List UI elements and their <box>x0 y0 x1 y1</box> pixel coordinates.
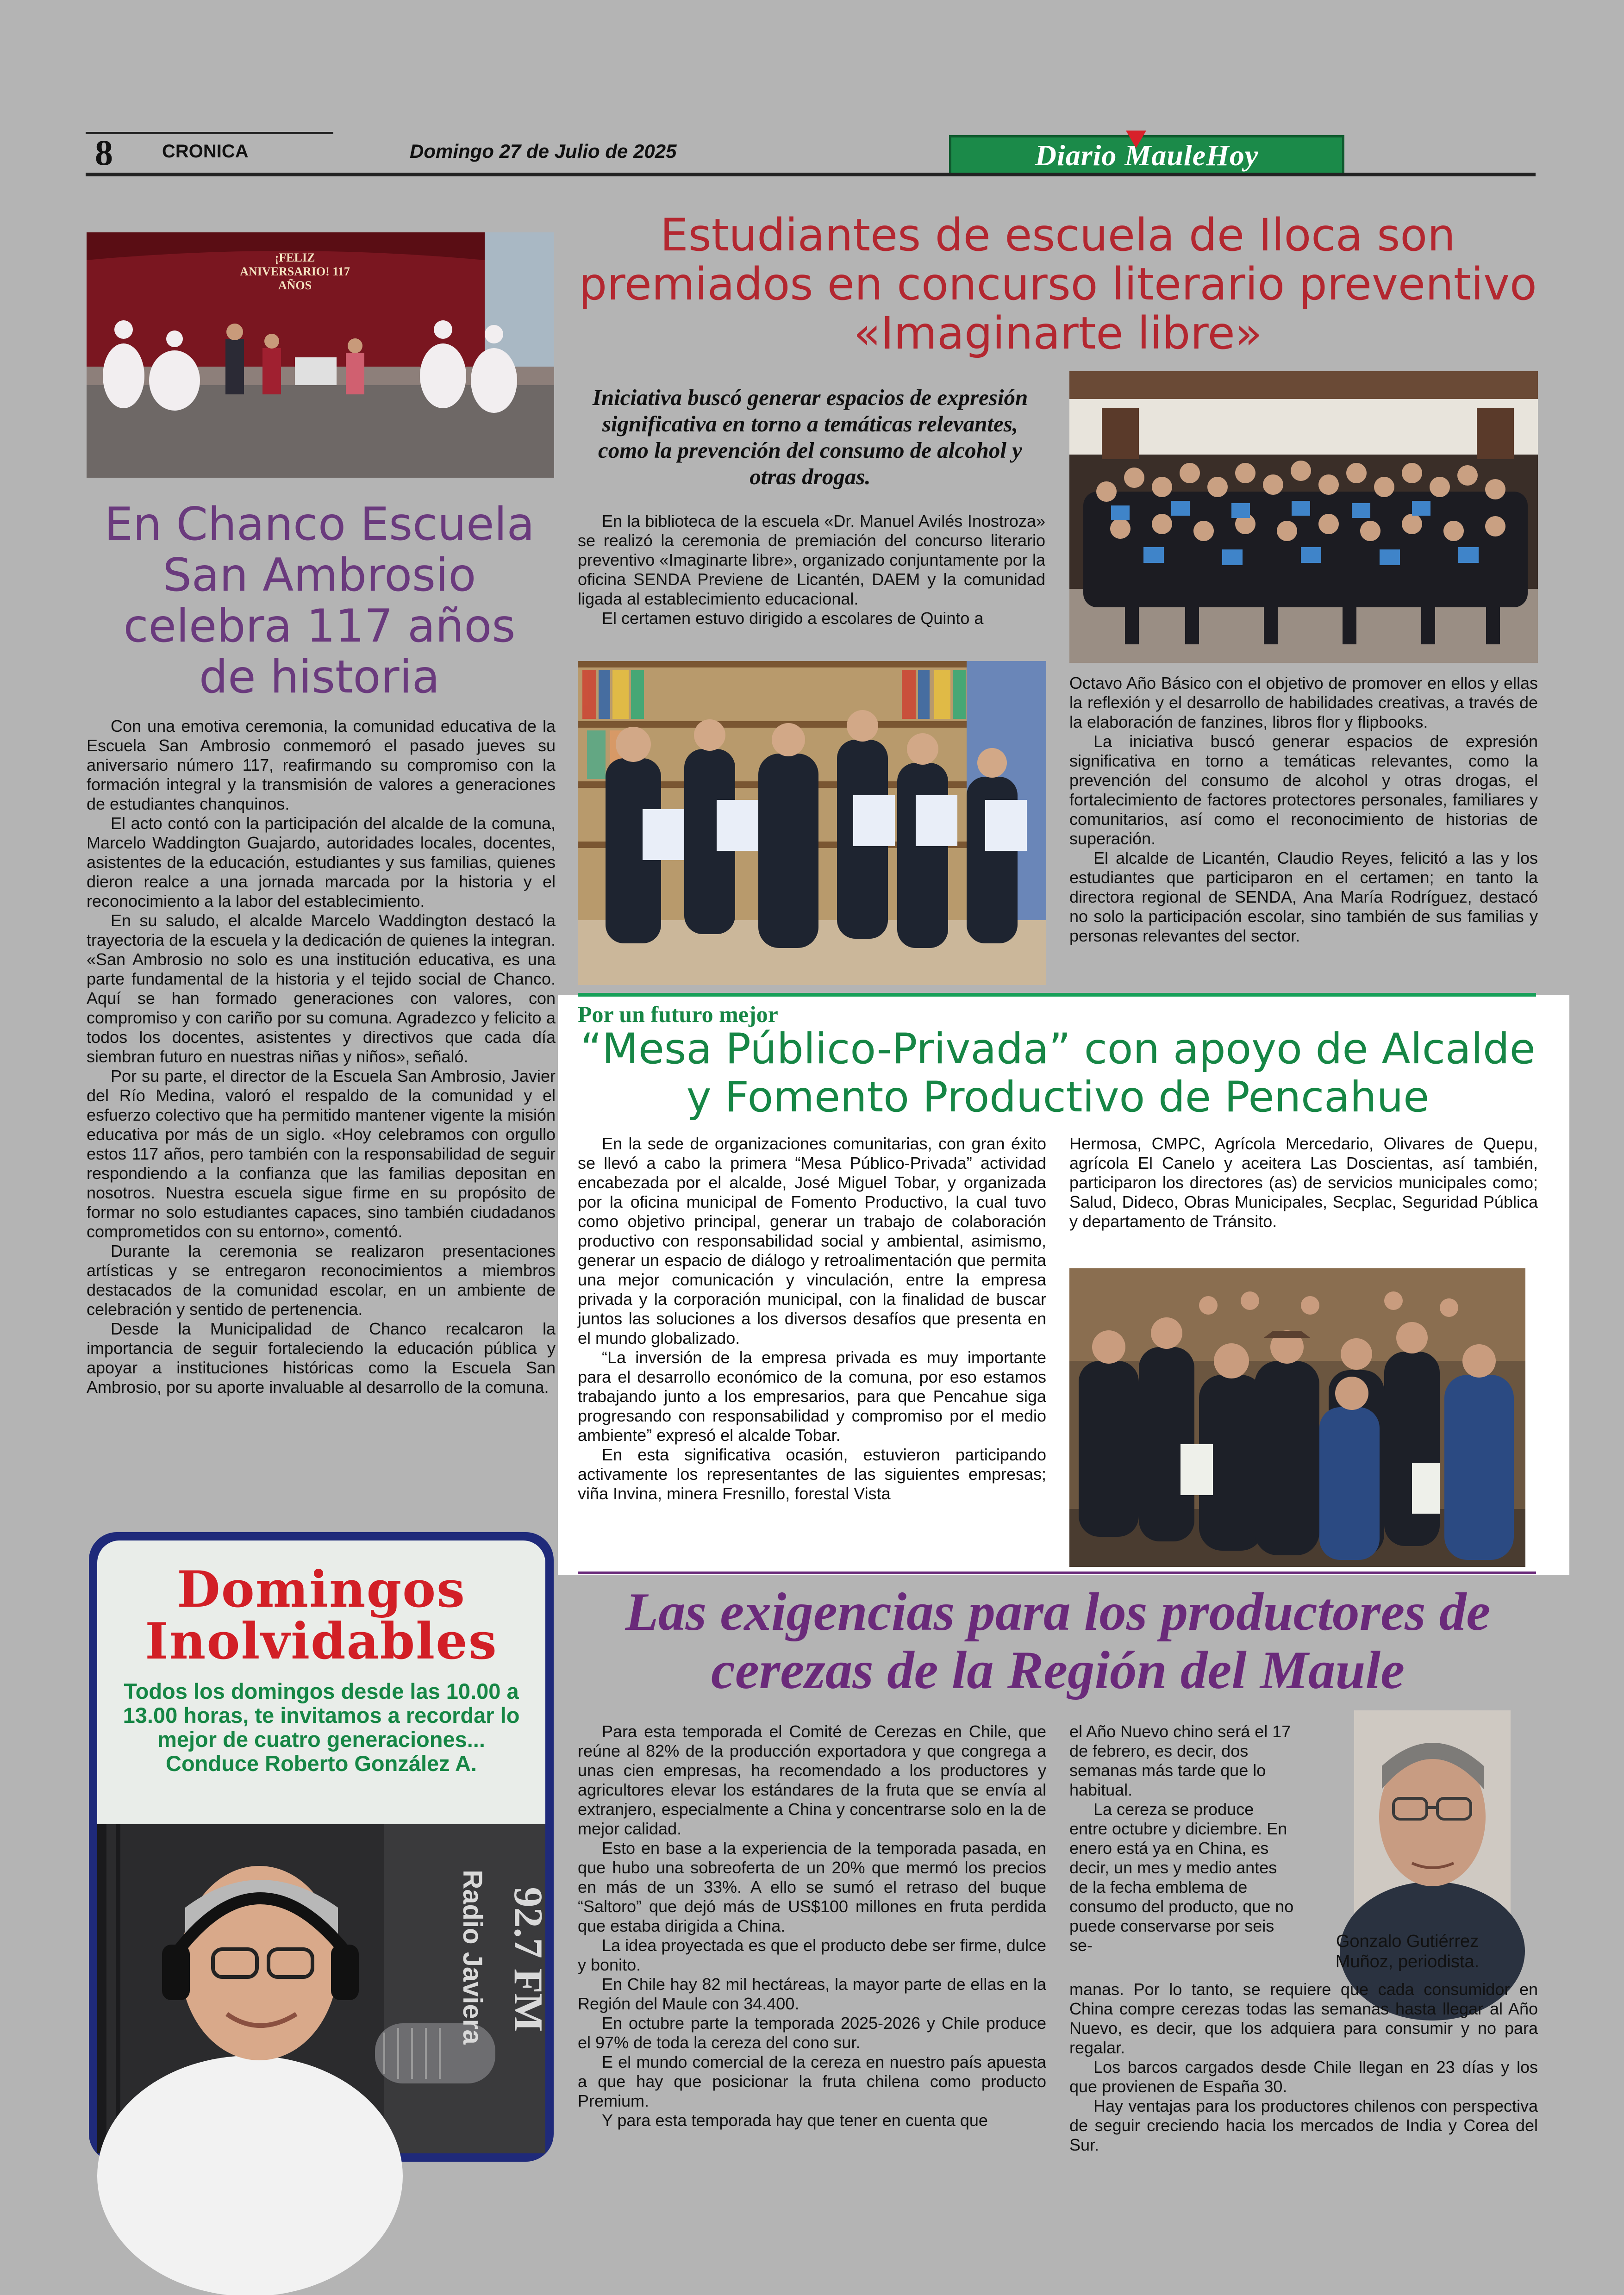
article4-paragraph: En Chile hay 82 mil hectáreas, la mayor parte de ellas en la Región del Maule con 34.400. <box>578 1975 1046 2013</box>
article4-paragraph: Los barcos cargados desde Chile llegan en 23 días y los que provienen de España 30. <box>1069 2058 1538 2096</box>
photo-author-portrait <box>1354 1710 1511 1928</box>
photo-anniversary-ceremony <box>87 232 554 478</box>
article2-paragraph: El alcalde de Licantén, Claudio Reyes, felicitó a las y los estudiantes que participaron en el certamen; en tanto la directora regional de SENDA, Ana María Rodríguez, destacó no solo la participación escolar, sino también de sus familias y personas relevantes del sector. <box>1069 848 1538 945</box>
photo-banner-text: ¡FELIZ ANIVERSARIO! 117 AÑOS <box>240 251 350 292</box>
article4-body-bottom <box>1069 1980 1538 2155</box>
article1-body <box>87 717 556 1397</box>
article2-paragraph: El certamen estuvo dirigido a escolares de Quinto a <box>602 609 984 628</box>
article1-title: En Chanco Escuela San Ambrosio celebra 117 años de historia <box>104 498 535 704</box>
article3-title: “Mesa Público-Privada” con apoyo de Alcalde y Fomento Productivo de Pencahue <box>580 1025 1536 1122</box>
ad-title-line1: Domingos <box>177 1560 466 1619</box>
article2-deck: Iniciativa buscó generar espacios de expresión significativa en torno a temáticas relevantes, como la prevención del consumo de alcohol y otras drogas. <box>592 385 1028 489</box>
article3-paragraph: “La inversión de la empresa privada es muy importante para el desarrollo económico de la comuna, por eso estamos trabajando junto a los empresarios, para que Pencahue siga progresando con responsabilidad y compromiso por el medio ambiente” expresó el alcalde Tobar. <box>578 1348 1046 1445</box>
article2-paragraph: En la biblioteca de la escuela «Dr. Manuel Avilés Inostroza» se realizó la ceremonia de premiación del concurso literario preventivo «Imaginarte libre», organizado conjuntamente por la oficina SENDA Previene de Licantén, DAEM y la comunidad ligada al establecimiento educacional. <box>578 511 1045 608</box>
article4-paragraph: En octubre parte la temporada 2025-2026 y Chile produce el 97% de toda la cereza del cono sur. <box>578 2014 1046 2052</box>
article3-body-right <box>1069 1134 1538 1231</box>
article4-body-mid <box>1069 1722 1296 1955</box>
article1-paragraph: En su saludo, el alcalde Marcelo Waddington destacó la trayectoria de la escuela y la dedicación de quienes la integran. «San Ambrosio no solo es una institución educativa, es una parte fundamental de la historia y el tejido social de Chanco. Aquí se han formado generaciones con valores, con compromiso y con cariño por su comuna. Agradezco y felicito a todos los docentes, asistentes y directivos que cada día siembran futuro en nuestras niñas y niños», señaló. <box>87 911 556 1066</box>
radio-show-ad-inner <box>97 1540 550 2153</box>
article1-paragraph: Durante la ceremonia se realizaron presentaciones artísticas y se entregaron reconocimientos a miembros destacados de la comunidad escolar, en un ambiente de celebración y sentido de pertenencia. <box>87 1241 556 1319</box>
brand-accent-icon <box>1126 131 1146 148</box>
radio-station-label <box>457 1865 550 2087</box>
article4-paragraph: el Año Nuevo chino será el 17 de febrero, es decir, dos semanas más tarde que lo habitual. <box>1069 1722 1291 1799</box>
ad-title-line2: Inolvidables <box>145 1612 498 1671</box>
photo-students-group <box>1069 371 1538 663</box>
radio-frequency: 92.7 FM <box>506 1887 550 2032</box>
ad-title <box>97 1560 545 1671</box>
article1-paragraph: Desde la Municipalidad de Chanco recalcaron la importancia de seguir fortaleciendo la educación pública y apoyar a instituciones históricas como la Escuela San Ambrosio, por su aporte invaluable al desarrollo de la comuna. <box>87 1319 556 1397</box>
article1-paragraph: El acto contó con la participación del alcalde de la comuna, Marcelo Waddington Guajardo, autoridades locales, docentes, asistentes de la educación, estudiantes y sus familias, quienes dieron realce a una jornada marcada por la historia y el reconocimiento a la labor del establecimiento. <box>87 814 556 911</box>
article2-body-right <box>1069 674 1538 946</box>
header-rule <box>86 173 1536 176</box>
article4-paragraph: Esto en base a la experiencia de la temporada pasada, en que hubo una sobreoferta de un 20% que mermó los precios en más de un 33%. A ello se sumó el retraso del buque “Saltoro” que dejó más de US$100 millones en fruta perdida que estaba dirigida a China. <box>578 1839 1046 1935</box>
ad-schedule-text: Todos los domingos desde las 10.00 a 13.00 horas, te invitamos a recordar lo mejor de cuatro generaciones... <box>123 1679 520 1752</box>
article4-title: Las exigencias para los productores de cerezas de la Región del Maule <box>625 1582 1491 1700</box>
article4-paragraph: Para esta temporada el Comité de Cerezas en Chile, que reúne al 82% de la producción exportadora y que congrega a unas cien empresas, ha recomendado a los productores y agricultores elevar los estándares de la fruta que se envía al extranjero, especialmente a China y concentrarse solo en la de mejor calidad. <box>578 1722 1046 1838</box>
radio-station-name: Radio Javiera <box>457 1870 487 2045</box>
article3-paragraph: En esta significativa ocasión, estuvieron participando activamente los representantes de las siguientes empresas; viña Invina, minera Fresnillo, forestal Vista <box>578 1445 1046 1503</box>
section-name: CRONICA <box>162 141 249 162</box>
article2-body-left <box>578 511 1045 628</box>
article3-paragraph: Hermosa, CMPC, Agrícola Mercedario, Olivares de Quepu, agrícola El Canelo y aceitera Las Doscientas, así también, participaron los directores (as) de servicios municipales como; Salud, Dideco, Obras Municipales, Secplac, Seguridad Pública y departamento de Tránsito. <box>1069 1134 1538 1231</box>
header-top-rule <box>86 132 333 134</box>
issue-date: Domingo 27 de Julio de 2025 <box>410 140 677 162</box>
article2-paragraph: Octavo Año Básico con el objetivo de promover en ellos y ellas la reflexión y el desarrollo de habilidades creativas, a través de la elaboración de fanzines, libros flor y flipbooks. <box>1069 674 1538 731</box>
radio-show-ad <box>89 1532 554 2162</box>
photo-students-library <box>578 661 1046 985</box>
article1-paragraph: Con una emotiva ceremonia, la comunidad educativa de la Escuela San Ambrosio conmemoró el pasado jueves su aniversario número 117, reafirmando su compromiso con la formación integral y la transmisión de valores a generaciones de estudiantes chanquinos. <box>87 717 556 813</box>
article1-paragraph: Por su parte, el director de la Escuela San Ambrosio, Javier del Río Medina, valoró el respaldo de la comunidad y el esfuerzo colectivo que ha permitido mantener vigente la misión educativa por más de un siglo. «Hoy celebramos con orgullo estos 117 años, pero también con la responsabilidad de seguir respondiendo a la confianza que las familias depositan en nosotros. Nuestra escuela sigue firme en su propósito de formar no solo estudiantes capaces, sino también ciudadanos comprometidos con su entorno», comentó. <box>87 1066 556 1241</box>
article3-body-left <box>578 1134 1046 1503</box>
newspaper-brand: Diario MauleHoy <box>949 135 1344 175</box>
article4-paragraph: La cereza se produce entre octubre y diciembre. En enero está ya en China, es decir, un mes y medio antes de la fecha emblema de consumo del producto, que no puede conservarse por seis se- <box>1069 1800 1294 1955</box>
article4-paragraph: manas. Por lo tanto, se requiere que cada consumidor en China compre cerezas todas las semanas hasta llegar al Año Nuevo, es decir, que los adquiera para consumir y no para regalar. <box>1069 1980 1538 2057</box>
article4-paragraph: Hay ventajas para los productores chilenos con perspectiva de seguir creciendo hacia los mercados de India y Corea del Sur. <box>1069 2096 1538 2154</box>
article3-kicker: Por un futuro mejor <box>578 1001 778 1027</box>
photo-mesa-publico-privada <box>1069 1268 1525 1567</box>
article4-body-left <box>578 1722 1046 2130</box>
article2-title: Estudiantes de escuela de Iloca son premiados en concurso literario preventivo «Imaginarte libre» <box>579 209 1537 359</box>
article3-top-rule <box>578 993 1536 997</box>
article4-paragraph: E el mundo comercial de la cereza en nuestro país apuesta a que hay que posicionar la fruta chilena como producto Premium. <box>578 2052 1046 2110</box>
ad-host-text: Conduce Roberto González A. <box>166 1751 477 1776</box>
article4-top-rule <box>578 1572 1536 1574</box>
article3-paragraph: En la sede de organizaciones comunitarias, con gran éxito se llevó a cabo la primera “Mesa Público-Privada” actividad encabezada por el alcalde, José Miguel Tobar, y organizada por la oficina municipal de Fomento Productivo, la cual tuvo como objetivo principal, generar un trabajo de colaboración productivo con responsabilidad social y ambiental, asimismo, generar un espacio de diálogo y retroalimentación que permita una mejor comunicación y vinculación, entre la empresa privada y la corporación municipal, con la finalidad de buscar juntos las soluciones a los diversos desafíos que presenta en el mundo globalizado. <box>578 1134 1046 1347</box>
article4-paragraph: La idea proyectada es que el producto debe ser firme, dulce y bonito. <box>578 1936 1046 1974</box>
author-caption: Gonzalo Gutiérrez Muñoz, periodista. <box>1335 1932 1480 1971</box>
article2-paragraph: La iniciativa buscó generar espacios de expresión significativa en torno a temáticas relevantes, como la prevención del consumo de alcohol y otras drogas, el fortalecimiento de factores protectores personales, familiares y comunitarios, así como el reconocimiento de historias de superación. <box>1069 732 1538 848</box>
ad-text <box>106 1679 536 1776</box>
article4-paragraph: Y para esta temporada hay que tener en cuenta que <box>602 2111 988 2130</box>
page-number: 8 <box>95 132 113 173</box>
